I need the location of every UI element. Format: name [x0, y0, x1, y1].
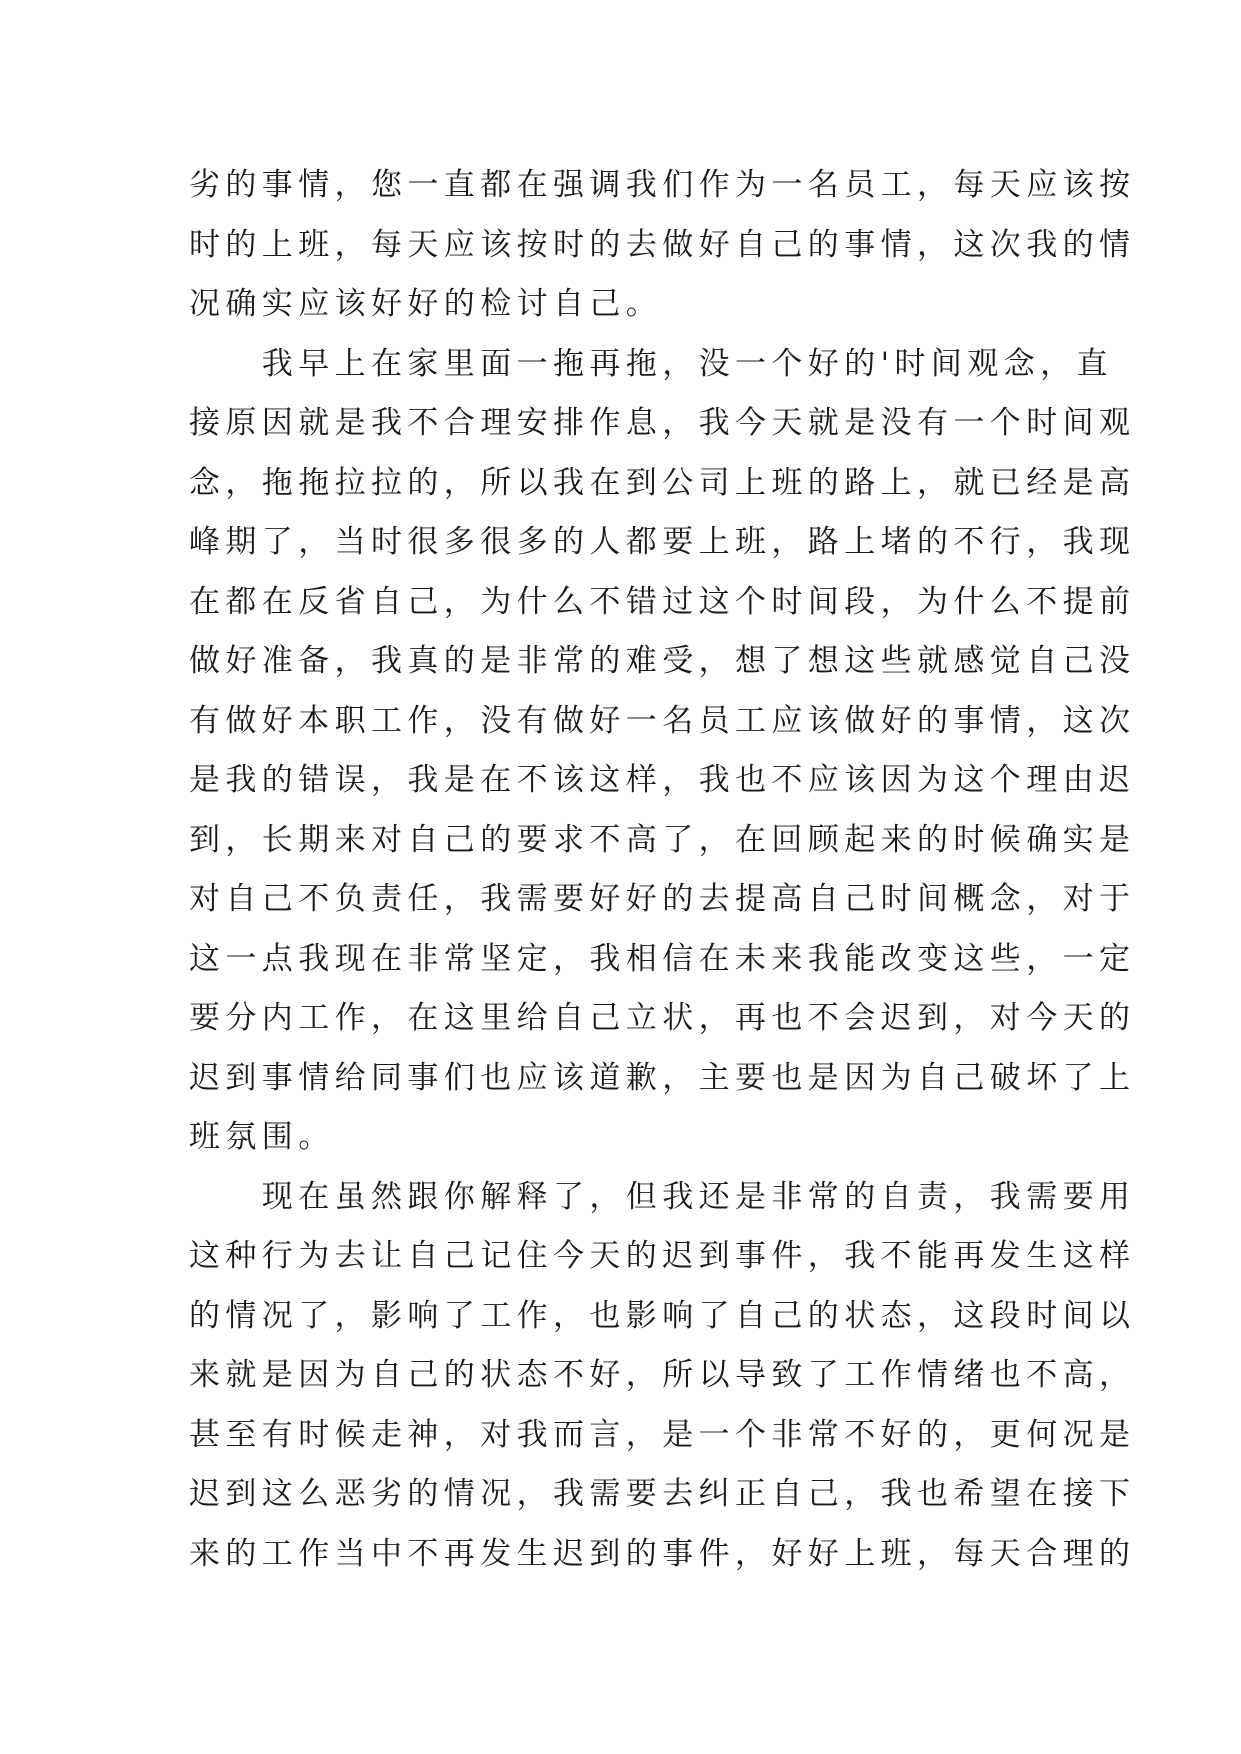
text-line: 到，长期来对自己的要求不高了，在回顾起来的时候确实是: [189, 821, 1136, 858]
text-line: 的情况了，影响了工作，也影响了自己的状态，这段时间以: [189, 1297, 1136, 1334]
text-line: 班氛围。: [189, 1119, 335, 1155]
document-body: [189, 156, 1136, 1584]
text-line: 对自己不负责任，我需要好好的去提高自己时间概念，对于: [189, 881, 1136, 917]
text-line: 况确实应该好好的检讨自己。: [189, 286, 663, 322]
text-line: 这一点我现在非常坚定，我相信在未来我能改变这些，一定: [189, 940, 1136, 977]
text-line: 时的上班，每天应该按时的去做好自己的事情，这次我的情: [189, 226, 1136, 263]
text-line: 有做好本职工作，没有做好一名员工应该做好的事情，这次: [189, 702, 1136, 739]
text-line: 迟到事情给同事们也应该道歉，主要也是因为自己破坏了上: [189, 1059, 1136, 1096]
text-line: 这种行为去让自己记住今天的迟到事件，我不能再发生这样: [189, 1238, 1136, 1274]
text-line: 是我的错误，我是在不该这样，我也不应该因为这个理由迟: [189, 762, 1136, 798]
paragraph-3: [189, 1168, 1136, 1585]
text-line: 在都在反省自己，为什么不错过这个时间段，为什么不提前: [189, 583, 1136, 620]
text-line: 甚至有时候走神，对我而言，是一个非常不好的，更何况是: [189, 1416, 1136, 1453]
text-line: 现在虽然跟你解释了，但我还是非常的自责，我需要用: [189, 1178, 1136, 1215]
text-line: 峰期了，当时很多很多的人都要上班，路上堵的不行，我现: [189, 524, 1136, 560]
text-line: 来的工作当中不再发生迟到的事件，好好上班，每天合理的: [189, 1535, 1136, 1572]
text-line: 接原因就是我不合理安排作息，我今天就是没有一个时间观: [189, 405, 1136, 441]
text-line: 做好准备，我真的是非常的难受，想了想这些就感觉自己没: [189, 643, 1136, 679]
text-line: 我早上在家里面一拖再拖，没一个好的'时间观念，直: [189, 345, 1113, 382]
text-line: 来就是因为自己的状态不好，所以导致了工作情绪也不高，: [189, 1357, 1136, 1393]
text-line: 劣的事情，您一直都在强调我们作为一名员工，每天应该按: [189, 167, 1136, 203]
text-line: 念，拖拖拉拉的，所以我在到公司上班的路上，就已经是高: [189, 464, 1136, 501]
paragraph-2: [189, 335, 1136, 1168]
paragraph-1: [189, 156, 1136, 335]
text-line: 迟到这么恶劣的情况，我需要去纠正自己，我也希望在接下: [189, 1476, 1136, 1512]
text-line: 要分内工作，在这里给自己立状，再也不会迟到，对今天的: [189, 1000, 1136, 1036]
